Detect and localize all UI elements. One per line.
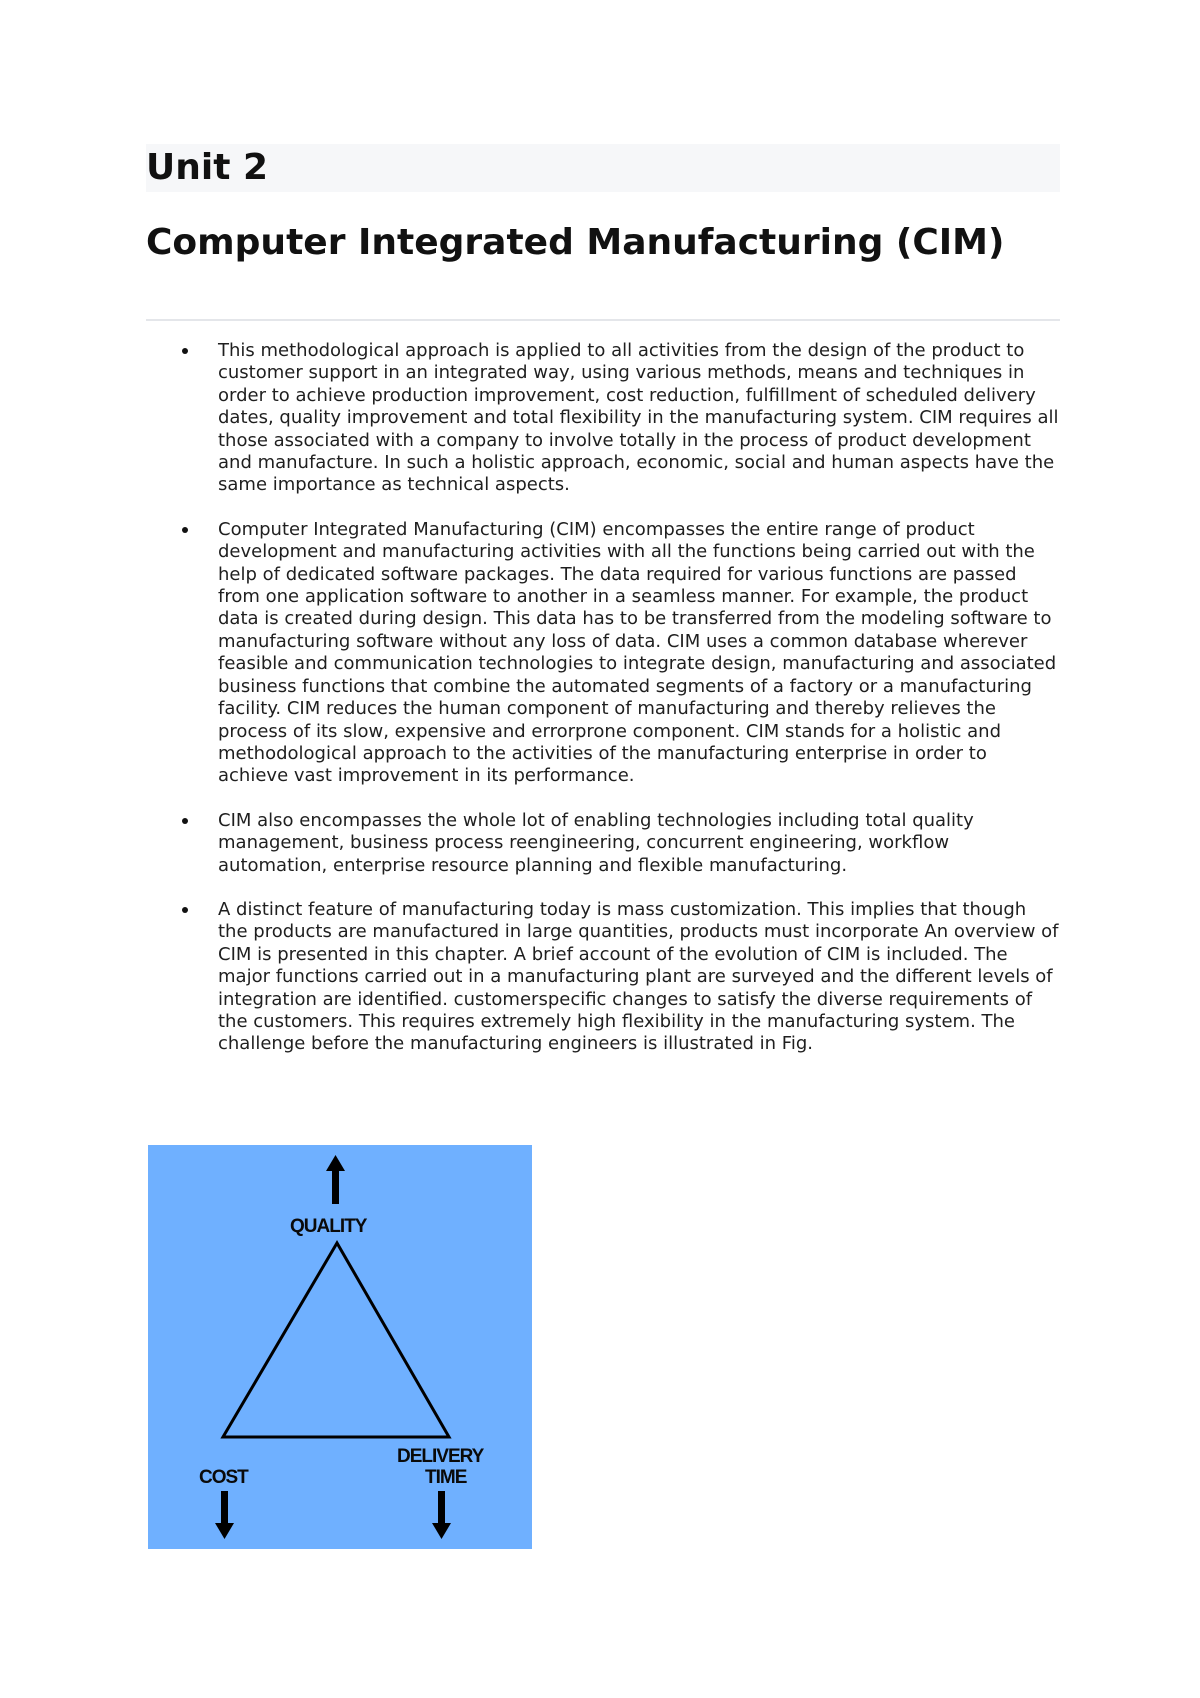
bullet-text: A distinct feature of manufacturing today is mass customization. This implies that though the products are manufactured in large quantities, products must incorporate An overview of CIM is presented in this chapter. A brief account of the evolution of CIM is included. The major functions carried out in a manufacturing plant are surveyed and the different levels of integration are identified. customerspecific changes to satisfy the diverse requirements of the customers. This requires extremely high flexibility in the manufacturing system. The challenge before the manufacturing engineers is illustrated in Fig. (218, 898, 1059, 1055)
bullet-text: This methodological approach is applied to all activities from the design of the product to customer support in an integrated way, using various methods, means and techniques in order to achieve production improvement, cost reduction, fulfillment of scheduled delivery dates, quality improvement and total flexibility in the manufacturing system. CIM requires all those associated with a company to involve totally in the process of product development and manufacture. In such a holistic approach, economic, social and human aspects have the same importance as technical aspects. (218, 340, 1059, 496)
down-arrow-icon (215, 1491, 234, 1539)
page-title: Computer Integrated Manufacturing (CIM) (146, 222, 1005, 263)
bullet-icon (182, 527, 188, 533)
triangle-shape (223, 1243, 449, 1437)
list-item (146, 899, 1060, 1056)
bullet-text: CIM also encompasses the whole lot of enabling technologies including total quality management, business process reengineering, concurrent engineering, workflow automation, enterprise resource planning and flexible manufacturing. (218, 809, 974, 876)
bullet-icon (182, 348, 188, 354)
up-arrow-icon (326, 1155, 345, 1204)
list-item (146, 810, 1060, 877)
bullet-icon (182, 818, 188, 824)
bullet-list (146, 340, 1060, 1078)
cost-label: COST (199, 1467, 248, 1488)
down-arrow-icon (432, 1491, 451, 1539)
title-divider (146, 319, 1060, 321)
quality-label: QUALITY (290, 1216, 367, 1237)
unit-heading: Unit 2 (146, 144, 1060, 192)
figure-diagram (148, 1145, 532, 1549)
cim-triangle-figure (148, 1145, 532, 1549)
bullet-text: Computer Integrated Manufacturing (CIM) encompasses the entire range of product development and manufacturing activities with all the functions being carried out with the help of dedicated software packages. The data required for various functions are passed from one application software to another in a seamless manner. For example, the product data is created during design. This data has to be transferred from the modeling software to manufacturing software without any loss of data. CIM uses a common database wherever feasible and communication technologies to integrate design, manufacturing and associated business functions that combine the automated segments of a factory or a manufacturing facility. CIM reduces the human component of manufacturing and thereby relieves the process of its slow, expensive and errorprone component. CIM stands for a holistic and methodological approach to the activities of the manufacturing enterprise in order to achieve vast improvement in its performance. (218, 518, 1057, 787)
delivery-label: DELIVERY (397, 1446, 484, 1467)
time-label: TIME (425, 1467, 467, 1488)
list-item (146, 519, 1060, 788)
list-item (146, 340, 1060, 497)
bullet-icon (182, 907, 188, 913)
